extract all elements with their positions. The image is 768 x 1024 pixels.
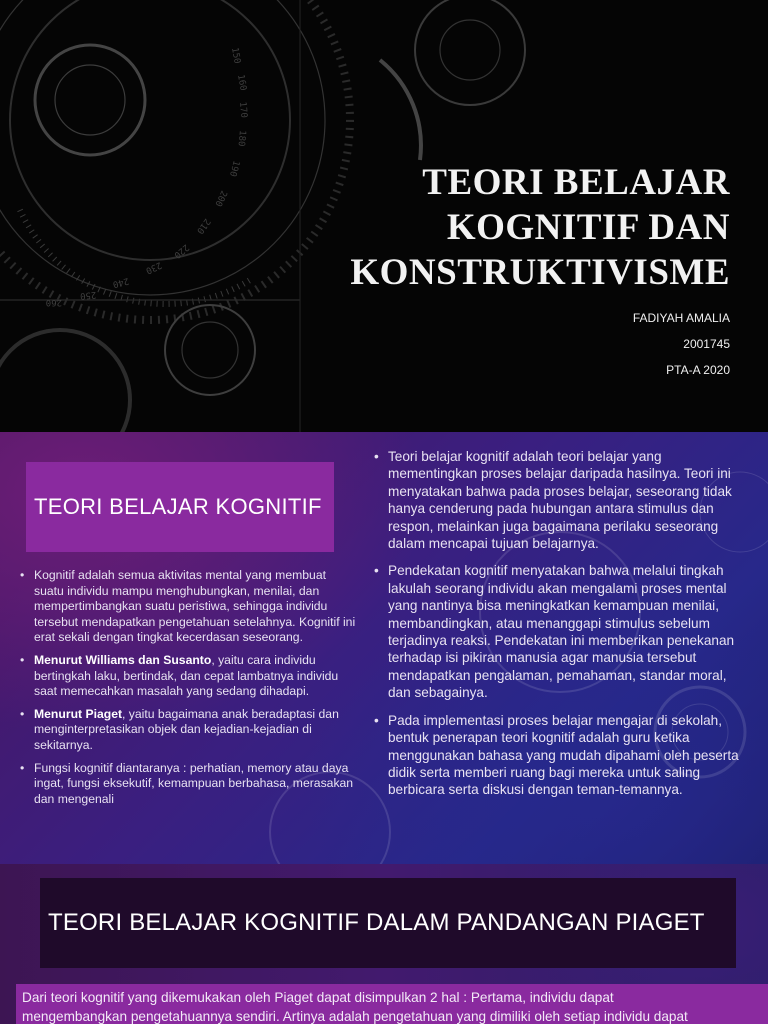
left-bullet-list — [18, 568, 358, 814]
class-year: PTA-A 2020 — [666, 363, 730, 377]
bullet-bold: Menurut Piaget — [34, 706, 123, 721]
dial-tick: 210 — [194, 216, 212, 236]
title-line: KOGNITIF DAN — [446, 207, 730, 248]
bullet-bold: Menurut Williams dan Susanto — [34, 652, 212, 667]
list-item: • Pendekatan kognitif menyatakan bahwa melalui tingkah lakulah seorang individu akan mengalami proses mental yang nantinya bisa meningkatkan kemampuan menilai, membandingkan, atau menanggapi stimulus sebelum terjadinya reaksi. Pendekatan ini memberikan penekanan terhadap isi pikiran manusia agar manusia tersebut mendapatkan pengalaman, pemahaman, standar moral, dan sebagainya. — [372, 562, 752, 701]
body-line: Dari teori kognitif yang dikemukakan oleh Piaget dapat disimpulkan 2 hal : Pertama, individu dapat — [22, 990, 614, 1005]
dial-tick: 170 — [237, 101, 249, 119]
slide-title: TEORI BELAJAR KOGNITIF — [34, 494, 322, 519]
dial-tick: 230 — [143, 259, 163, 276]
author-name: FADIYAH AMALIA — [632, 311, 730, 325]
dial-tick: 240 — [111, 275, 130, 289]
slide-body-text — [16, 984, 768, 1024]
list-item — [18, 653, 358, 700]
student-id: 2001745 — [683, 337, 730, 351]
dial-tick: 250 — [79, 289, 97, 301]
title-line: TEORI BELAJAR — [422, 162, 730, 203]
slide-title-box — [26, 462, 334, 552]
dial-tick: 180 — [235, 129, 247, 147]
title-slide — [0, 0, 768, 432]
list-item — [18, 568, 358, 646]
body-line: mengembangkan pengetahuannya sendiri. Artinya adalah pengetahuan yang dimiliki oleh setiap individu dapat — [22, 1009, 688, 1024]
dial-tick: 260 — [45, 297, 62, 307]
slide-title-bar — [40, 878, 736, 968]
bullet-text: Fungsi kognitif diantaranya : perhatian, memory atau daya ingat, fungsi eksekutif, kemampuan berbahasa, merasakan dan mengenali — [34, 760, 354, 806]
slide-title: TEORI BELAJAR KOGNITIF DALAM PANDANGAN PIAGET — [48, 909, 705, 936]
dial-tick: 220 — [171, 241, 191, 260]
list-item: • Teori belajar kognitif adalah teori belajar yang mementingkan proses belajar daripada hasilnya. Teori ini menyatakan bahwa pada proses belajar, seseorang tidak hanya cenderung pada hubungan antara stimulus dan respon, melainkan juga bagaimana perilaku seseorang dalam mencapai tujuan belajarnya. — [372, 448, 752, 552]
list-item: • Pada implementasi proses belajar mengajar di sekolah, bentuk penerapan teori kognitif adalah guru ketika menggunakan bahasa yang mudah dipahami oleh peserta didik serta memberi ruang bagi mereka untuk saling berbicara serta diskusi dengan teman-temannya. — [372, 712, 752, 799]
bullet-text: , yaitu bagaimana anak beradaptasi dan menginterpretasikan objek dan kejadian-kejadian di sekitarnya. — [34, 706, 339, 752]
list-item — [18, 707, 358, 754]
right-bullet-list — [372, 448, 752, 809]
bullet-text: , yaitu cara individu bertingkah laku, bertindak, dan cepat lambatnya individu saat memecahkan masalah yang sedang dihadapi. — [34, 652, 339, 699]
dial-tick: 200 — [212, 188, 229, 208]
cognitive-theory-slide — [0, 432, 768, 864]
title-line: KONSTRUKTIVISME — [350, 252, 730, 293]
dial-tick: 160 — [235, 73, 248, 92]
dial-tick: 150 — [229, 46, 242, 65]
author-info — [633, 305, 730, 383]
list-item — [18, 761, 358, 808]
dial-tick: 190 — [226, 159, 241, 178]
presentation-title — [310, 160, 730, 295]
bullet-text: Kognitif adalah semua aktivitas mental yang membuat suatu individu mampu menghubungkan, menilai, dan mempertimbangkan suatu peristiwa, sehingga individu tersebut mendapatkan pengetahuan setelahnya. Kognitif ini erat sekali dengan tingkat kecerdasan seseorang. — [34, 568, 356, 645]
piaget-slide — [0, 864, 768, 1024]
